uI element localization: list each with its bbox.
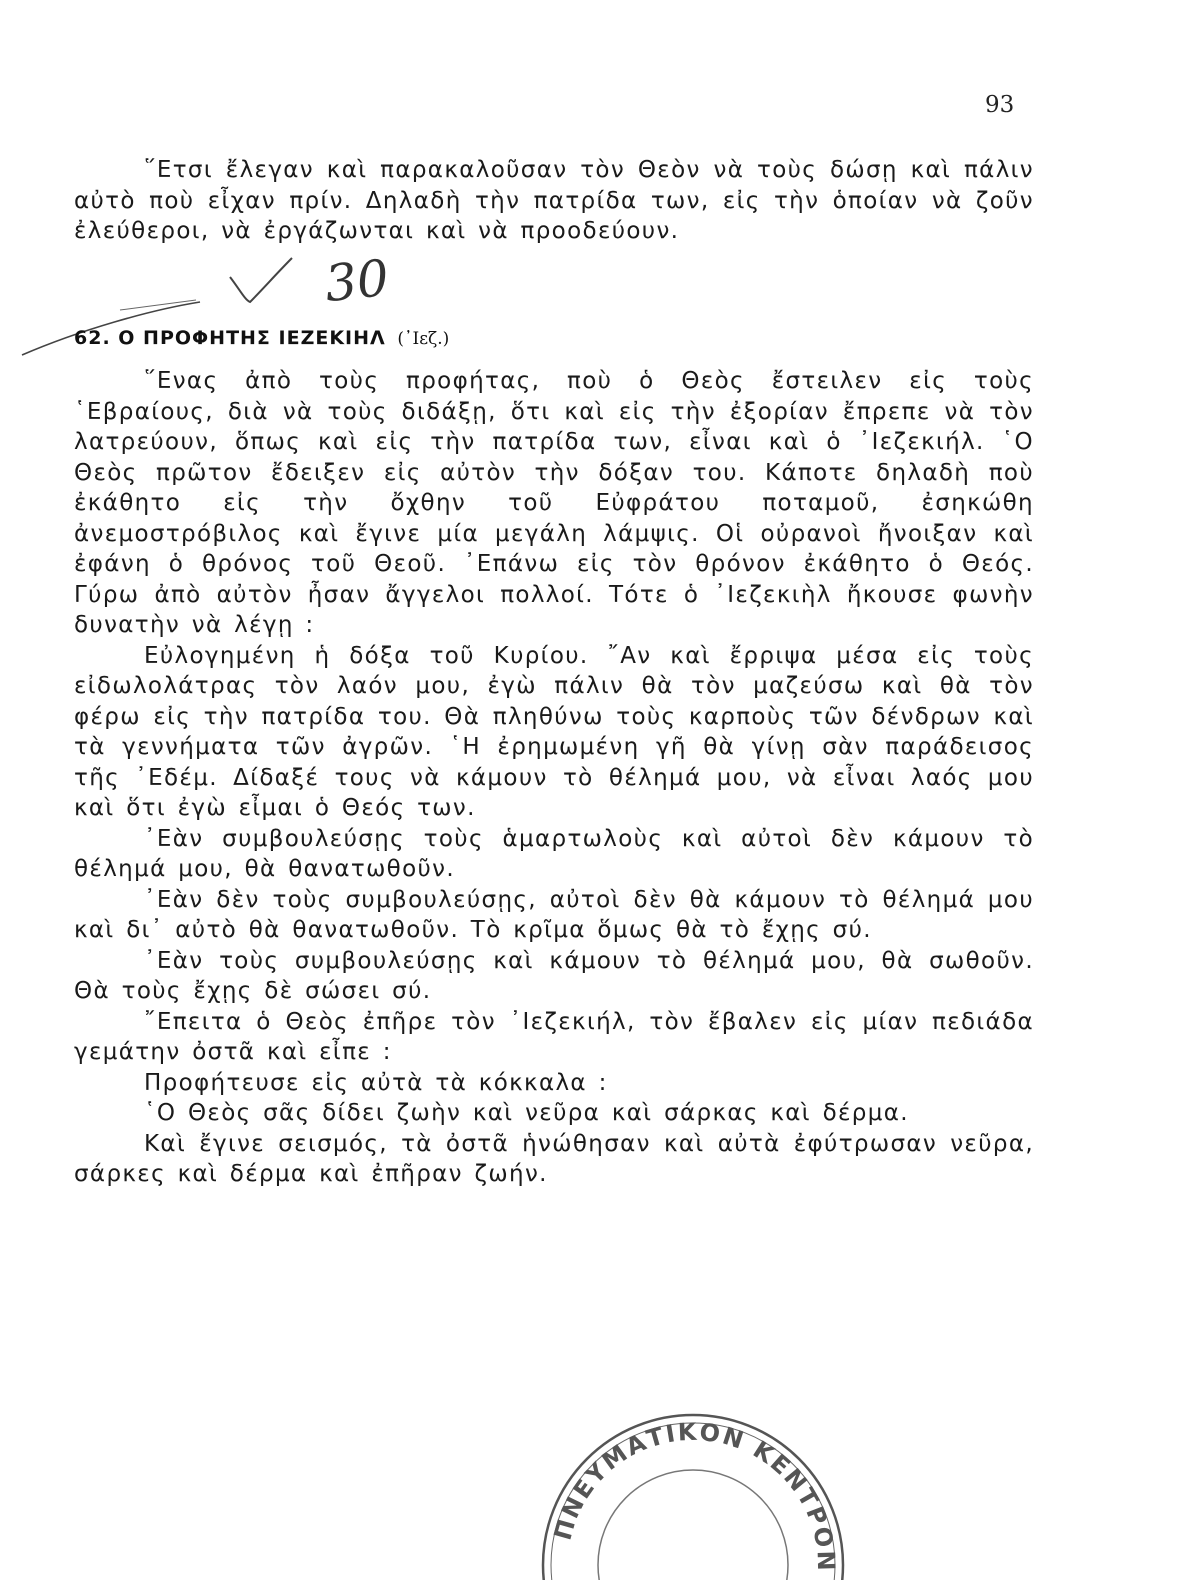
- paragraph: ῞Ενας ἀπὸ τοὺς προφήτας, ποὺ ὁ Θεὸς ἔστειλεν εἰς τοὺς ῾Εβραίους, διὰ νὰ τοὺς διδάξῃ, ὅτι καὶ εἰς τὴν ἐξορίαν ἔπρεπε νὰ τὸν λατρεύουν, ὅπως καὶ εἰς τὴν πατρίδα των, εἶναι καὶ ὁ ᾿Ιεζεκιήλ. ῾Ο Θεὸς πρῶτον ἔδειξεν εἰς αὐτὸν τὴν δόξαν του. Κάποτε δηλαδὴ ποὺ ἐκάθητο εἰς τὴν ὄχθην τοῦ Εὐφράτου ποταμοῦ, ἐσηκώθη ἀνεμοστρόβιλος καὶ ἔγινε μία μεγάλη λάμψις. Οἱ οὐρανοὶ ἤνοιξαν καὶ ἐφάνη ὁ θρόνος τοῦ Θεοῦ. ᾿Επάνω εἰς τὸν θρόνον ἐκάθητο ὁ Θεός. Γύρω ἀπὸ αὐτὸν ἦσαν ἄγγελοι πολλοί. Τότε ὁ ᾿Ιεζεκιὴλ ἤκουσε φωνὴν δυνατὴν νὰ λέγῃ :: [74, 368, 1034, 638]
- paragraph: Εὐλογημένη ἡ δόξα τοῦ Κυρίου. ῎Αν καὶ ἔρριψα μέσα εἰς τοὺς εἰδωλολάτρας τὸν λαόν μου, ἐγὼ πάλιν θὰ τὸν μαζεύσω καὶ θὰ τὸν φέρω εἰς τὴν πατρίδα του. Θὰ πληθύνω τοὺς καρποὺς τῶν δένδρων καὶ τὰ γεννήματα τῶν ἀγρῶν. ῾Η ἐρημωμένη γῆ θὰ γίνῃ σὰν παράδεισος τῆς ᾿Εδέμ. Δίδαξέ τους νὰ κάμουν τὸ θέλημά μου, νὰ εἶναι λαός μου καὶ ὅτι ἐγὼ εἶμαι ὁ Θεός των.: [74, 642, 1034, 821]
- paragraph: ᾿Εὰν συμβουλεύσῃς τοὺς ἁμαρτωλοὺς καὶ αὐτοὶ δὲν κάμουν τὸ θέλημά μου, θὰ θανατωθοῦν.: [74, 825, 1034, 882]
- library-stamp: [528, 1380, 858, 1580]
- heading-reference: (᾿Ιεζ.): [397, 329, 450, 349]
- paragraph: Καὶ ἔγινε σεισμός, τὰ ὀστᾶ ἡνώθησαν καὶ αὐτὰ ἐφύτρωσαν νεῦρα, σάρκες καὶ δέρμα καὶ ἐπῆραν ζωήν.: [74, 1130, 1034, 1187]
- paragraph: ᾿Εὰν δὲν τοὺς συμβουλεύσῃς, αὐτοὶ δὲν θὰ κάμουν τὸ θέλημά μου καὶ δι᾿ αὐτὸ θὰ θανατωθοῦν. Τὸ κρῖμα ὅμως θὰ τὸ ἔχῃς σύ.: [74, 886, 1034, 943]
- paragraph: Προφήτευσε εἰς αὐτὰ τὰ κόκκαλα :: [144, 1069, 608, 1096]
- svg-text:ΠΝΕΥΜΑΤΙΚΟΝ ΚΕΝΤΡΟΝ: [549, 1418, 841, 1573]
- opening-paragraph: ῞Ετσι ἔλεγαν καὶ παρακαλοῦσαν τὸν Θεὸν νὰ τοὺς δώσῃ καὶ πάλιν αὐτὸ ποὺ εἶχαν πρίν. Δηλαδὴ τὴν πατρίδα των, εἰς τὴν ὁποίαν νὰ ζοῦν ἐλεύθεροι, νὰ ἐργάζωνται καὶ νὰ προοδεύουν.: [74, 157, 1034, 244]
- heading-title: 62. Ο ΠΡΟΦΗΤΗΣ ΙΕΖΕΚΙΗΛ: [74, 327, 386, 349]
- paragraph: ῾Ο Θεὸς σᾶς δίδει ζωὴν καὶ νεῦρα καὶ σάρκας καὶ δέρμα.: [144, 1100, 909, 1126]
- body-text: [74, 366, 1034, 1190]
- section-heading: [74, 327, 449, 349]
- handwritten-number: 30: [322, 248, 392, 314]
- page-number: 93: [985, 92, 1015, 118]
- paragraph: ᾿Εὰν τοὺς συμβουλεύσῃς καὶ κάμουν τὸ θέλημά μου, θὰ σωθοῦν. Θὰ τοὺς ἔχῃς δὲ σώσει σύ.: [74, 947, 1034, 1004]
- paragraph: ῎Επειτα ὁ Θεὸς ἐπῆρε τὸν ᾿Ιεζεκιήλ, τὸν ἔβαλεν εἰς μίαν πεδιάδα γεμάτην ὀστᾶ καὶ εἶπε :: [74, 1008, 1034, 1065]
- stamp-text: ΠΝΕΥΜΑΤΙΚΟΝ ΚΕΝΤΡΟΝ: [548, 1417, 841, 1574]
